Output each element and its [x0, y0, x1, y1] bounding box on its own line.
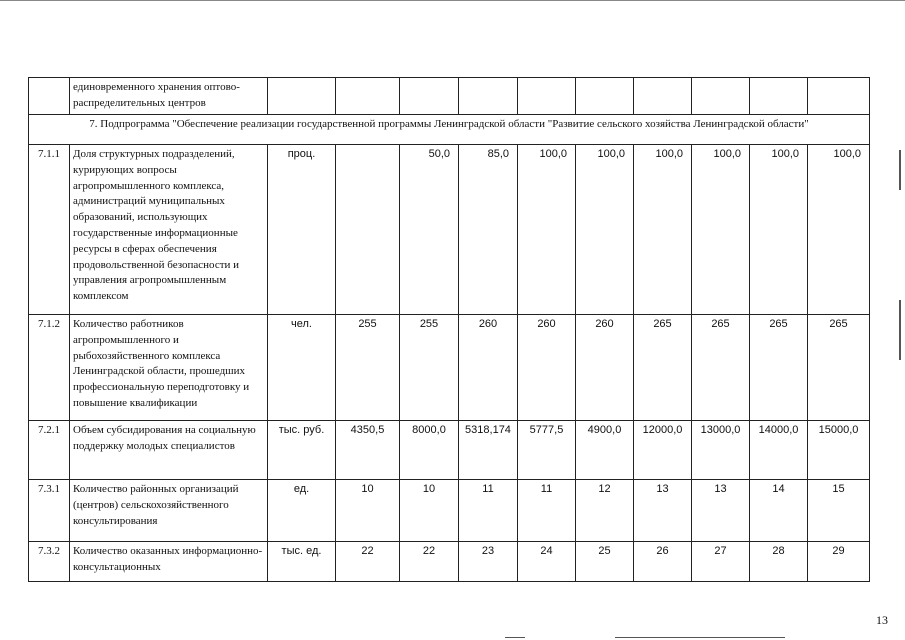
value-cell: 13000,0 — [692, 421, 750, 480]
value-cell: 255 — [336, 315, 400, 421]
value-cell: 100,0 — [750, 145, 808, 315]
indicator-name: Объем субсидирования на социальную поддержку молодых специалистов — [70, 421, 268, 480]
page-number: 13 — [876, 613, 888, 627]
value-cell: 265 — [808, 315, 870, 421]
value-cell: 22 — [336, 542, 400, 582]
value-cell: 85,0 — [459, 145, 518, 315]
scan-edge-mark — [505, 637, 525, 638]
value-cell: 5777,5 — [518, 421, 576, 480]
indicator-name: Количество районных организаций (центров) сельскохозяйственного консультирования — [70, 480, 268, 542]
value-cell: 10 — [336, 480, 400, 542]
value-cell: 27 — [692, 542, 750, 582]
scan-edge-mark — [615, 637, 785, 638]
index-cell: 7.3.2 — [29, 542, 70, 582]
value-cell: 11 — [459, 480, 518, 542]
indicator-name: Количество работников агропромышленного и рыбохозяйственного комплекса Ленинградской области, прошедших профессиональную переподготовку и повышение квалификации — [70, 315, 268, 421]
value-cell: 26 — [634, 542, 692, 582]
value-cell: 23 — [459, 542, 518, 582]
value-cell: 265 — [750, 315, 808, 421]
value-cell: 255 — [400, 315, 459, 421]
value-cell: 8000,0 — [400, 421, 459, 480]
value-cell: 265 — [692, 315, 750, 421]
value-cell — [808, 78, 870, 115]
value-cell: 100,0 — [518, 145, 576, 315]
value-cell: 260 — [459, 315, 518, 421]
unit-cell: чел. — [268, 315, 336, 421]
value-cell: 13 — [692, 480, 750, 542]
indicator-name: Доля структурных подразделений, курирующих вопросы агропромышленного комплекса, администраций муниципальных образований, использующих государственные информационные ресурсы в сферах обеспечения продовольственной безопасности и управления агропромышленным комплексом — [70, 145, 268, 315]
value-cell: 28 — [750, 542, 808, 582]
value-cell — [692, 78, 750, 115]
value-cell — [576, 78, 634, 115]
unit-cell: ед. — [268, 480, 336, 542]
index-cell: 7.1.2 — [29, 315, 70, 421]
indicator-name: единовременного хранения оптово-распределительных центров — [70, 78, 268, 115]
section-title: 7. Подпрограмма "Обеспечение реализации государственной программы Ленинградской области "Развитие сельского хозяйства Ленинградской области" — [29, 115, 870, 145]
indicator-name: Количество оказанных информационно-консультационных — [70, 542, 268, 582]
value-cell: 260 — [518, 315, 576, 421]
table-row — [29, 480, 870, 542]
value-cell: 100,0 — [808, 145, 870, 315]
value-cell: 14 — [750, 480, 808, 542]
value-cell — [518, 78, 576, 115]
indicators-table — [28, 77, 870, 582]
value-cell: 24 — [518, 542, 576, 582]
index-cell — [29, 78, 70, 115]
value-cell: 12 — [576, 480, 634, 542]
scan-edge-mark — [899, 150, 901, 190]
value-cell — [400, 78, 459, 115]
table-row-fragment — [29, 78, 870, 115]
scan-edge-mark — [899, 300, 901, 360]
value-cell — [459, 78, 518, 115]
value-cell: 10 — [400, 480, 459, 542]
index-cell: 7.2.1 — [29, 421, 70, 480]
section-header-row — [29, 115, 870, 145]
value-cell: 13 — [634, 480, 692, 542]
unit-cell — [268, 78, 336, 115]
value-cell: 11 — [518, 480, 576, 542]
unit-cell: проц. — [268, 145, 336, 315]
value-cell: 260 — [576, 315, 634, 421]
index-cell: 7.1.1 — [29, 145, 70, 315]
value-cell — [634, 78, 692, 115]
value-cell: 5318,174 — [459, 421, 518, 480]
value-cell: 100,0 — [634, 145, 692, 315]
scan-top-edge — [0, 0, 905, 1]
table-row — [29, 315, 870, 421]
value-cell: 50,0 — [400, 145, 459, 315]
value-cell: 15 — [808, 480, 870, 542]
value-cell — [750, 78, 808, 115]
table-row — [29, 542, 870, 582]
value-cell: 15000,0 — [808, 421, 870, 480]
unit-cell: тыс. ед. — [268, 542, 336, 582]
value-cell: 22 — [400, 542, 459, 582]
value-cell: 29 — [808, 542, 870, 582]
value-cell — [336, 78, 400, 115]
table-row — [29, 421, 870, 480]
value-cell: 12000,0 — [634, 421, 692, 480]
index-cell: 7.3.1 — [29, 480, 70, 542]
value-cell: 4350,5 — [336, 421, 400, 480]
value-cell: 100,0 — [576, 145, 634, 315]
value-cell — [336, 145, 400, 315]
value-cell: 4900,0 — [576, 421, 634, 480]
value-cell: 14000,0 — [750, 421, 808, 480]
unit-cell: тыс. руб. — [268, 421, 336, 480]
table-row — [29, 145, 870, 315]
value-cell: 100,0 — [692, 145, 750, 315]
value-cell: 265 — [634, 315, 692, 421]
value-cell: 25 — [576, 542, 634, 582]
